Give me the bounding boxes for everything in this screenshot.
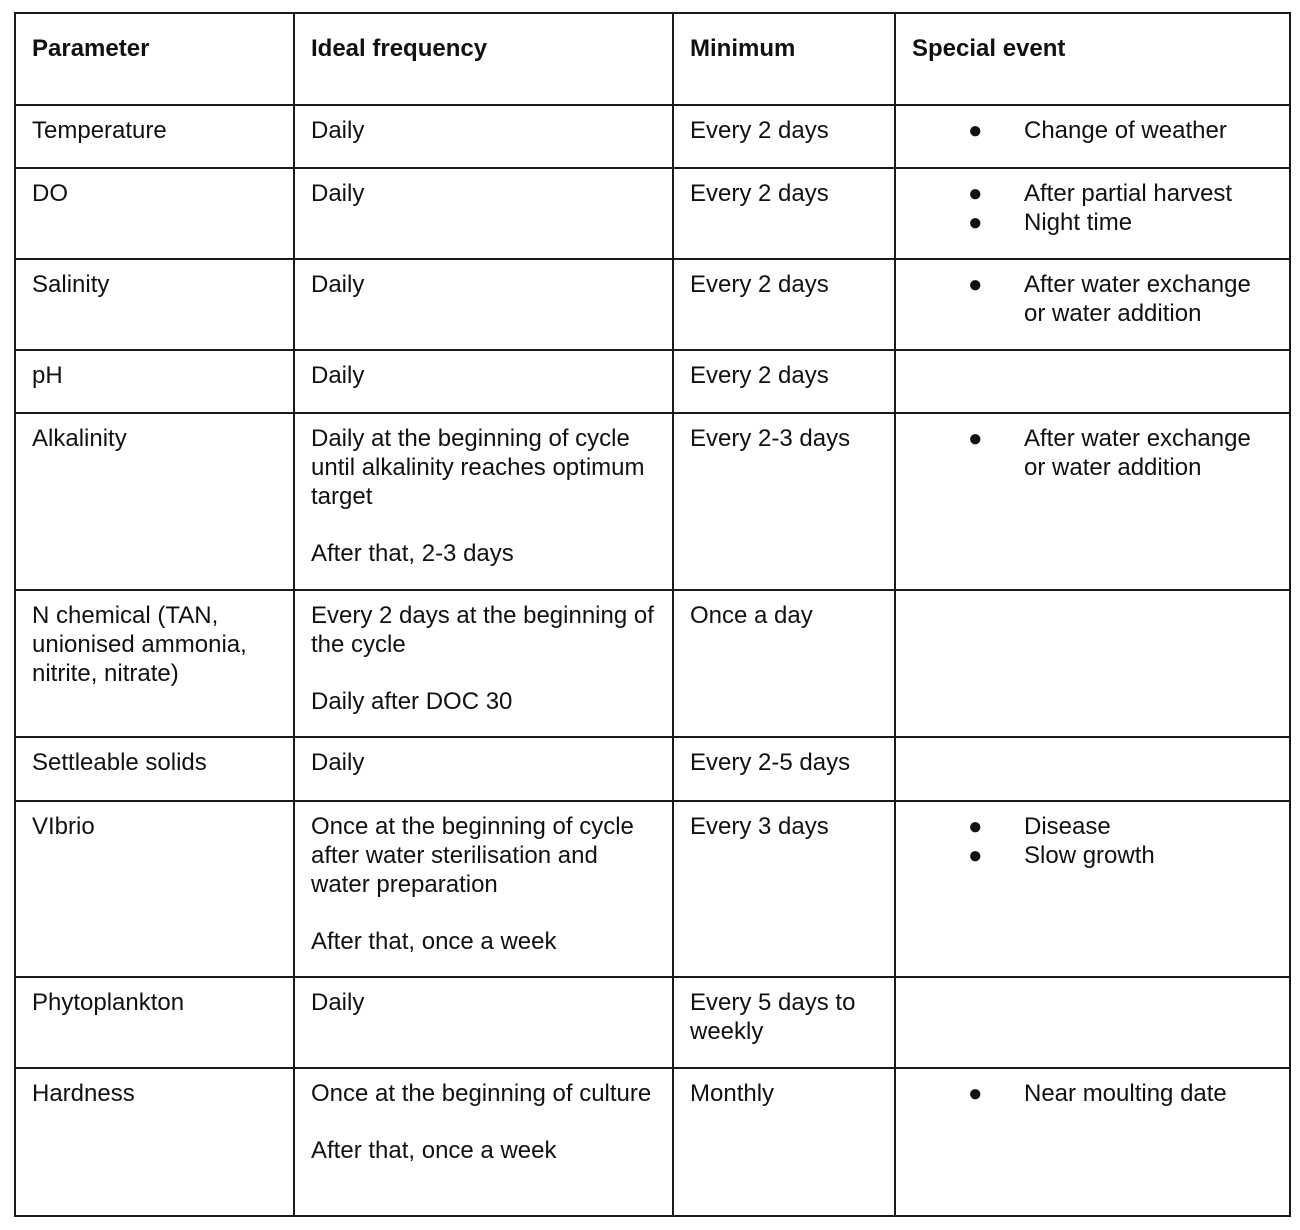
special-event-text: After partial harvest: [1024, 180, 1233, 207]
table-row: [15, 801, 1290, 977]
ideal-frequency-paragraph: After that, once a week: [311, 1137, 557, 1164]
cell-parameter: N chemical (TAN, unionised ammonia, nitrite, nitrate): [15, 590, 294, 737]
ideal-frequency-paragraph: Daily: [311, 989, 365, 1016]
cell-parameter: VIbrio: [15, 801, 294, 977]
special-event-item: [912, 841, 1273, 870]
cell-special-event: [895, 168, 1290, 259]
special-event-text: After water exchange or water addition: [1024, 425, 1251, 481]
cell-ideal-frequency: [294, 977, 673, 1068]
special-event-item: [912, 812, 1273, 841]
cell-ideal-frequency: [294, 1068, 673, 1216]
special-event-item: [912, 179, 1273, 208]
bullet-icon: ●: [968, 271, 983, 298]
ideal-frequency-paragraph: Daily: [311, 362, 365, 389]
cell-ideal-frequency: [294, 168, 673, 259]
cell-minimum: Every 2 days: [673, 350, 895, 413]
cell-minimum: Every 3 days: [673, 801, 895, 977]
table-row: [15, 259, 1290, 350]
cell-ideal-frequency: [294, 413, 673, 590]
special-event-text: Disease: [1024, 813, 1111, 840]
cell-minimum: Every 2-5 days: [673, 737, 895, 801]
header-ideal-frequency: Ideal frequency: [294, 13, 673, 105]
header-parameter: Parameter: [15, 13, 294, 105]
table-row: [15, 1068, 1290, 1216]
table-header: [15, 13, 1290, 105]
bullet-icon: ●: [968, 425, 983, 452]
ideal-frequency-paragraph: Daily after DOC 30: [311, 688, 513, 715]
special-event-item: [912, 270, 1273, 328]
cell-special-event: [895, 259, 1290, 350]
special-event-list: [912, 179, 1273, 237]
table-row: [15, 590, 1290, 737]
table-row: [15, 350, 1290, 413]
cell-minimum: Every 2 days: [673, 259, 895, 350]
special-event-list: [912, 424, 1273, 482]
cell-minimum: Every 2 days: [673, 168, 895, 259]
ideal-frequency-paragraph: Every 2 days at the beginning of the cycle: [311, 602, 654, 658]
ideal-frequency-paragraph: Once at the beginning of cycle after water sterilisation and water preparation: [311, 813, 634, 898]
special-event-list: [912, 812, 1273, 870]
bullet-icon: ●: [968, 813, 983, 840]
cell-ideal-frequency: [294, 801, 673, 977]
cell-special-event: [895, 413, 1290, 590]
special-event-text: After water exchange or water addition: [1024, 271, 1251, 327]
cell-special-event: [895, 977, 1290, 1068]
special-event-text: Change of weather: [1024, 117, 1227, 144]
cell-ideal-frequency: [294, 259, 673, 350]
cell-parameter: Salinity: [15, 259, 294, 350]
cell-parameter: Phytoplankton: [15, 977, 294, 1068]
bullet-icon: ●: [968, 1080, 983, 1107]
table-row: [15, 737, 1290, 801]
ideal-frequency-paragraph: Daily: [311, 749, 365, 776]
ideal-frequency-paragraph: After that, once a week: [311, 928, 557, 955]
special-event-item: [912, 424, 1273, 482]
cell-ideal-frequency: [294, 590, 673, 737]
cell-minimum: Every 2-3 days: [673, 413, 895, 590]
cell-ideal-frequency: [294, 105, 673, 168]
ideal-frequency-paragraph: Daily: [311, 271, 365, 298]
header-row: [15, 13, 1290, 105]
bullet-icon: ●: [968, 842, 983, 869]
cell-minimum: Every 2 days: [673, 105, 895, 168]
cell-parameter: DO: [15, 168, 294, 259]
special-event-item: [912, 116, 1273, 145]
cell-parameter: Temperature: [15, 105, 294, 168]
special-event-list: [912, 270, 1273, 328]
special-event-text: Slow growth: [1024, 842, 1155, 869]
cell-special-event: [895, 590, 1290, 737]
monitoring-table: [14, 12, 1291, 1217]
special-event-item: [912, 1079, 1273, 1108]
bullet-icon: ●: [968, 209, 983, 236]
cell-special-event: [895, 1068, 1290, 1216]
cell-special-event: [895, 801, 1290, 977]
header-special-event: Special event: [895, 13, 1290, 105]
cell-parameter: Hardness: [15, 1068, 294, 1216]
cell-special-event: [895, 737, 1290, 801]
bullet-icon: ●: [968, 180, 983, 207]
ideal-frequency-paragraph: Daily: [311, 180, 365, 207]
cell-ideal-frequency: [294, 350, 673, 413]
special-event-item: [912, 208, 1273, 237]
table-body: [15, 105, 1290, 1216]
table-row: [15, 413, 1290, 590]
ideal-frequency-paragraph: After that, 2-3 days: [311, 540, 514, 567]
cell-minimum: Every 5 days to weekly: [673, 977, 895, 1068]
cell-special-event: [895, 350, 1290, 413]
table-row: [15, 105, 1290, 168]
cell-minimum: Once a day: [673, 590, 895, 737]
table-row: [15, 977, 1290, 1068]
ideal-frequency-paragraph: Daily: [311, 117, 365, 144]
cell-parameter: Settleable solids: [15, 737, 294, 801]
cell-parameter: Alkalinity: [15, 413, 294, 590]
bullet-icon: ●: [968, 117, 983, 144]
ideal-frequency-paragraph: Daily at the beginning of cycle until alkalinity reaches optimum target: [311, 425, 645, 510]
header-minimum: Minimum: [673, 13, 895, 105]
special-event-list: [912, 1079, 1273, 1108]
table-row: [15, 168, 1290, 259]
cell-special-event: [895, 105, 1290, 168]
cell-minimum: Monthly: [673, 1068, 895, 1216]
special-event-list: [912, 116, 1273, 145]
ideal-frequency-paragraph: Once at the beginning of culture: [311, 1080, 652, 1107]
cell-ideal-frequency: [294, 737, 673, 801]
special-event-text: Near moulting date: [1024, 1080, 1227, 1107]
cell-parameter: pH: [15, 350, 294, 413]
special-event-text: Night time: [1024, 209, 1133, 236]
